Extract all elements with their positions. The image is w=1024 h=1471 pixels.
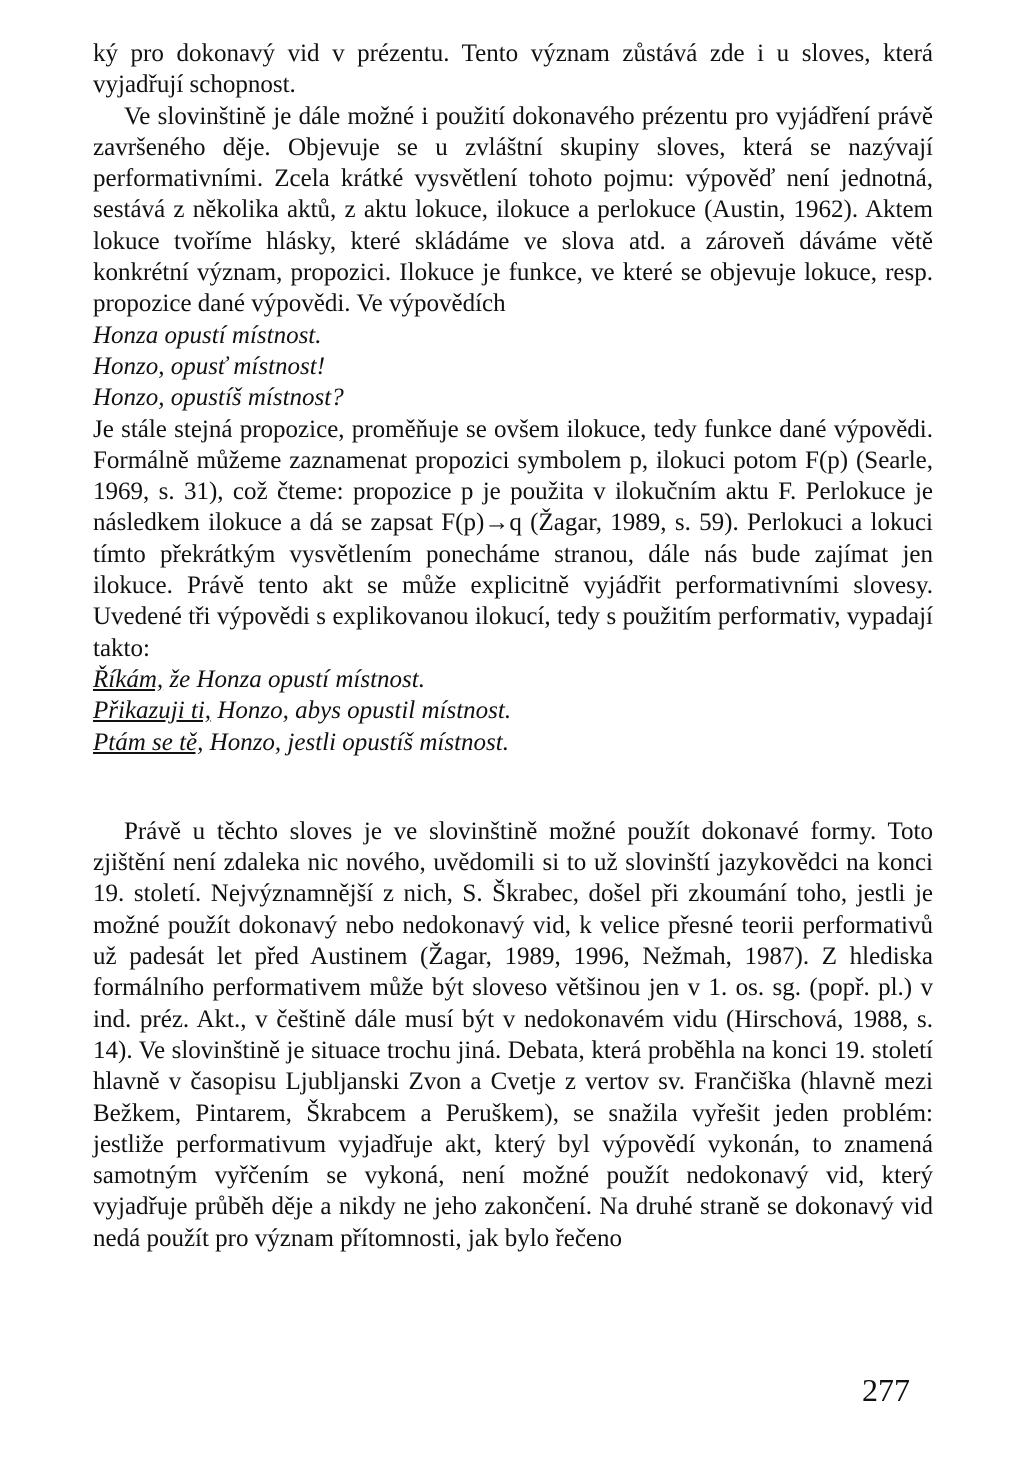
paragraph-1: ký pro dokonavý vid v prézentu. Tento význam zůstává zde i u sloves, která vyjadřují schopnost.: [93, 40, 933, 99]
performative-verb: Ptám se tě,: [93, 728, 204, 756]
performative-example: [93, 695, 933, 726]
example-sentence: Honzo, opusť místnost!: [93, 352, 326, 380]
performative-example: [93, 664, 933, 695]
performative-verb: Říkám,: [93, 665, 164, 693]
performative-example: [93, 727, 933, 758]
page-number: 277: [862, 1372, 910, 1408]
performative-rest: Honzo, abys opustil místnost.: [211, 697, 512, 725]
paragraph-2: Ve slovinštině je dále možné i použití dokonavého prézentu pro vyjádření právě završeného děje. Objevuje se u zvláštní skupiny sloves, která se nazývají performativními. Zcela krátké vysvětlení tohoto pojmu: výpověď není jednotná, sestává z několika aktů, z aktu lokuce, ilokuce a perlokuce (Austin, 1962). Aktem lokuce tvoříme hlásky, které skládáme ve slova atd. a zároveň dáváme větě konkrétní význam, propozici. Ilokuce je funkce, ve které se objevuje lokuce, resp. propozice dané výpovědi. Ve výpovědích: [93, 102, 933, 318]
paragraph-3: Je stále stejná propozice, proměňuje se ovšem ilokuce, tedy funkce dané výpovědi. Formálně můžeme zaznamenat propozici symbolem p, ilokuci potom F(p) (Searle, 1969, s. 31), což čteme: propozice p je použita v ilokučním aktu F. Perlokuce je následkem ilokuce a dá se zapsat F(p)→q (Žagar, 1989, s. 59). Perlokuci a lokuci tímto překrátkým vysvětlením ponecháme stranou, dále nás bude zajímat jen ilokuce. Právě tento akt se může explicitně vyjádřit performativními slovesy. Uvedené tři výpovědi s explikovanou ilokucí, tedy s použitím performativ, vypadají takto:: [93, 415, 933, 662]
body-text: [93, 38, 933, 1254]
paragraph-gap: [93, 758, 933, 816]
example-sentence: Honzo, opustíš místnost?: [93, 384, 344, 412]
performative-verb: Přikazuji ti,: [93, 697, 212, 725]
performative-rest: že Honza opustí místnost.: [163, 665, 425, 693]
paragraph-4: Právě u těchto sloves je ve slovinštině možné použít dokonavé formy. Toto zjištění není zdaleka nic nového, uvědomili si to už slovinští jazykovědci na konci 19. století. Nejvýznamnější z nich, S. Škrabec, došel při zkoumání toho, jestli je možné použít dokonavý nebo nedokonavý vid, k velice přesné teorii performativů už padesát let před Austinem (Žagar, 1989, 1996, Nežmah, 1987). Z hlediska formálního performativem může být sloveso většinou jen v 1. os. sg. (popř. pl.) v ind. préz. Akt., v češtině dále musí být v nedokonavém vidu (Hirschová, 1988, s. 14). Ve slovinštině je situace trochu jiná. Debata, která proběhla na konci 19. století hlavně v časopisu Ljubljanski Zvon a Cvetje z vertov sv. Frančiška (hlavně mezi Bežkem, Pintarem, Škrabcem a Peruškem), se snažila vyřešit jeden problém: jestliže performativum vyjadřuje akt, který byl výpovědí vykonán, to znamená samotným vyřčením se vykoná, není možné použít nedokonavý vid, který vyjadřuje průběh děje a nikdy ne jeho zakončení. Na druhé straně se dokonavý vid nedá použít pro význam přítomnosti, jak bylo řečeno: [93, 817, 933, 1252]
performative-rest: Honzo, jestli opustíš místnost.: [203, 728, 509, 756]
example-sentence: Honza opustí místnost.: [93, 321, 322, 349]
